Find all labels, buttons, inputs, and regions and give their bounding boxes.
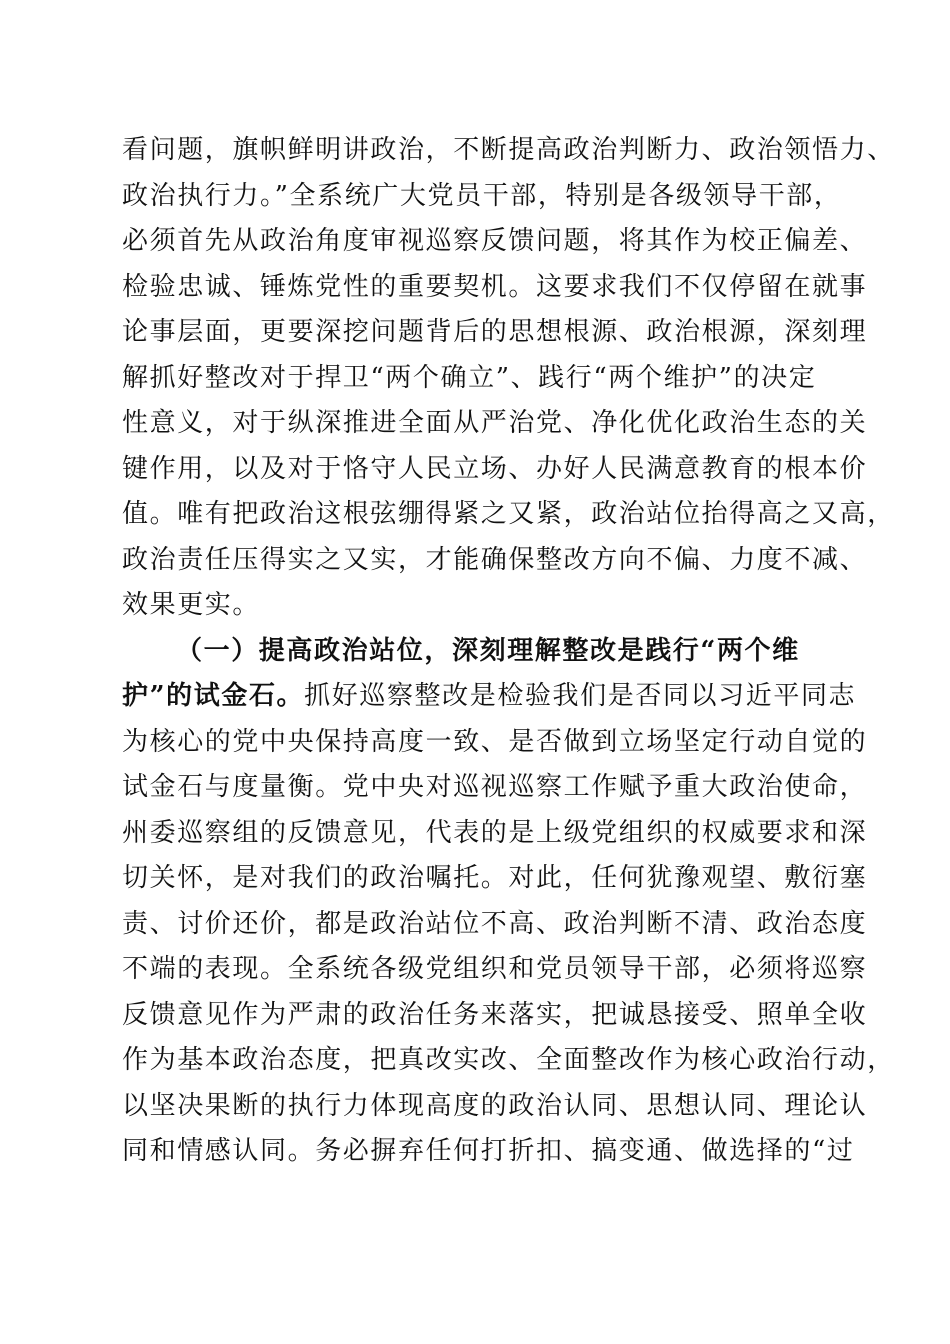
text-line: 效果更实。	[122, 590, 261, 620]
text-line: 责、讨价还价，都是政治站位不高、政治判断不清、政治态度	[122, 908, 868, 939]
text-line: 看问题，旗帜鲜明讲政治，不断提高政治判断力、政治领悟力、	[122, 135, 895, 165]
text-line: 以坚决果断的执行力体现高度的政治认同、思想认同、理论认	[122, 1090, 868, 1121]
text-line: 反馈意见作为严肃的政治任务来落实，把诚恳接受、照单全收	[122, 999, 868, 1030]
section-1-heading: （一）提高政治站位，深刻理解整改是践行“两个维	[176, 635, 800, 666]
text-line: 政治执行力。”全系统广大党员干部，特别是各级领导干部，	[122, 180, 842, 211]
text-line: 检验忠诚、锤炼党性的重要契机。这要求我们不仅停留在就事	[122, 271, 868, 302]
text-line: 州委巡察组的反馈意见，代表的是上级党组织的权威要求和深	[122, 817, 868, 848]
section-1-text-start: 抓好巡察整改是检验我们是否同以习近平同志	[304, 681, 857, 711]
text-line: 作为基本政治态度，把真改实改、全面整改作为核心政治行动，	[122, 1045, 895, 1075]
text-line: 性意义，对于纵深推进全面从严治党、净化优化政治生态的关	[122, 408, 868, 438]
paragraph-1	[122, 128, 895, 629]
text-line: 为核心的党中央保持高度一致、是否做到立场坚定行动自觉的	[122, 726, 868, 757]
text-line: 值。唯有把政治这根弦绷得紧之又紧，政治站位抬得高之又高，	[122, 499, 895, 529]
text-line: 不端的表现。全系统各级党组织和党员领导干部，必须将巡察	[122, 954, 868, 984]
document-body	[122, 128, 895, 1175]
text-line: 同和情感认同。务必摒弃任何打折扣、搞变通、做选择的“过	[122, 1136, 855, 1166]
text-line: 切关怀，是对我们的政治嘱托。对此，任何犹豫观望、敷衍塞	[122, 863, 868, 893]
text-line: 论事层面，更要深挖问题背后的思想根源、政治根源，深刻理	[122, 317, 868, 347]
text-line: 键作用，以及对于恪守人民立场、办好人民满意教育的根本价	[122, 453, 868, 484]
section-1-heading-end: 护”的试金石。	[122, 681, 305, 711]
text-line	[122, 674, 857, 720]
text-line: 试金石与度量衡。党中央对巡视巡察工作赋予重大政治使命，	[122, 772, 868, 802]
text-line: 必须首先从政治角度审视巡察反馈问题，将其作为校正偏差、	[122, 226, 868, 256]
section-1-paragraph	[122, 629, 895, 1175]
text-line: 解抓好整改对于捍卫“两个确立”、践行“两个维护”的决定	[122, 362, 817, 393]
text-line: 政治责任压得实之又实，才能确保整改方向不偏、力度不减、	[122, 544, 868, 575]
